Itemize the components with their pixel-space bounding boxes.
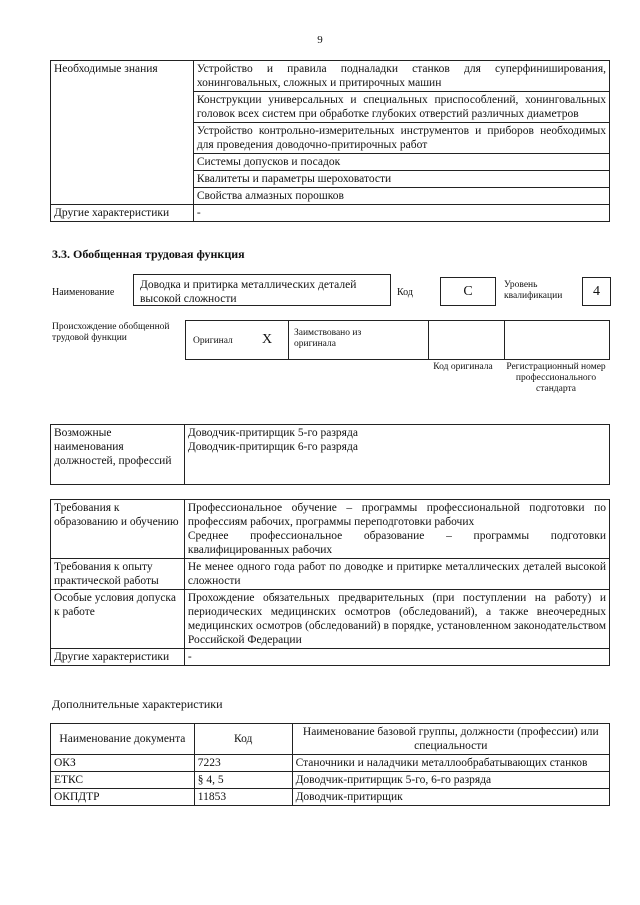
other-characteristics-value: - [193,205,609,222]
knowledge-item: Свойства алмазных порошков [193,188,609,205]
code-cell: § 4, 5 [194,772,292,789]
group-cell: Станочники и наладчики металлообрабатывающих станков [292,755,609,772]
original-mark: X [262,332,273,347]
origin-box [185,320,610,360]
divider [428,321,429,359]
group-cell: Доводчик-притирщик [292,789,609,806]
header-document: Наименование документа [51,724,195,755]
divider [504,321,505,359]
table-row [51,649,610,666]
requirement-line: Среднее профессиональное образование – программы подготовки квалифицированных рабочих [187,530,606,556]
doc-cell: ОКЗ [51,755,195,772]
positions-label: Возможные наименования должностей, профессий [51,425,185,485]
original-label: Оригинал [193,336,233,346]
code-cell: 11853 [194,789,292,806]
table-row [51,205,610,222]
table-row [51,724,610,755]
requirement-line: Не менее одного года работ по доводке и притирке металлических деталей высокой сложности [184,559,609,590]
requirement-line: - [184,649,609,666]
section-title: 3.3. Обобщенная трудовая функция [52,247,245,261]
table-row [51,425,610,485]
additional-table [50,723,610,806]
code-original-caption: Код оригинала [433,362,493,372]
table-row [51,772,610,789]
borrowed-label: Заимствовано из оригинала [294,328,362,349]
origin-label: Происхождение обобщенной трудовой функции [52,322,170,343]
knowledge-item: Устройство и правила подналадки станков для суперфиниширования, хонинговальных, сложных и притирочных машин [193,61,609,92]
divider [288,321,289,359]
name-label: Наименование [52,287,115,298]
additional-title: Дополнительные характеристики [52,697,223,711]
table-row [51,755,610,772]
page-number: 9 [317,34,323,46]
knowledge-item: Квалитеты и параметры шероховатости [193,171,609,188]
function-code: C [440,277,496,306]
header-code: Код [194,724,292,755]
doc-cell: ЕТКС [51,772,195,789]
qualification-level: 4 [582,277,611,306]
position-name: Доводчик-притирщик 5-го разряда [187,427,358,439]
requirement-line: Профессиональное обучение – программы профессиональной подготовки по профессиям рабочих, программы переподготовки рабочих [187,502,606,528]
reg-number-caption: Регистрационный номер профессионального стандарта [506,362,606,394]
group-cell: Доводчик-притирщик 5-го, 6-го разряда [292,772,609,789]
function-name: Доводка и притирка металлических деталей высокой сложности [133,274,391,306]
experience-label: Требования к опыту практической работы [51,559,185,590]
header-group: Наименование базовой группы, должности (профессии) или специальности [292,724,609,755]
other-label: Другие характеристики [51,649,185,666]
level-label: Уровень квалификации [504,280,563,301]
table-row [51,590,610,649]
education-label: Требования к образованию и обучению [51,500,185,559]
table-row [51,500,610,559]
positions-table [50,424,610,485]
other-characteristics-label: Другие характеристики [51,205,194,222]
knowledge-item: Системы допусков и посадок [193,154,609,171]
knowledge-item: Устройство контрольно-измерительных инструментов и приборов необходимых для проведения доводочно-притирочных работ [193,123,609,154]
position-name: Доводчик-притирщик 6-го разряда [187,441,358,453]
knowledge-table [50,60,610,222]
required-knowledge-label: Необходимые знания [51,61,194,205]
code-label: Код [397,287,413,298]
table-row [51,789,610,806]
special-conditions-label: Особые условия допуска к работе [51,590,185,649]
doc-cell: ОКПДТР [51,789,195,806]
table-row [51,559,610,590]
knowledge-item: Конструкции универсальных и специальных приспособлений, хонинговальных головок всех систем при обработке глубоких отверстий различных диаметров [193,92,609,123]
code-cell: 7223 [194,755,292,772]
requirements-table [50,499,610,666]
requirement-line: Прохождение обязательных предварительных (при поступлении на работу) и периодических медицинских осмотров (обследований), а также внеочередных медицинских осмотров (обследований) в порядке, установленном законодательством Российской Федерации [184,590,609,649]
table-row [51,61,610,92]
